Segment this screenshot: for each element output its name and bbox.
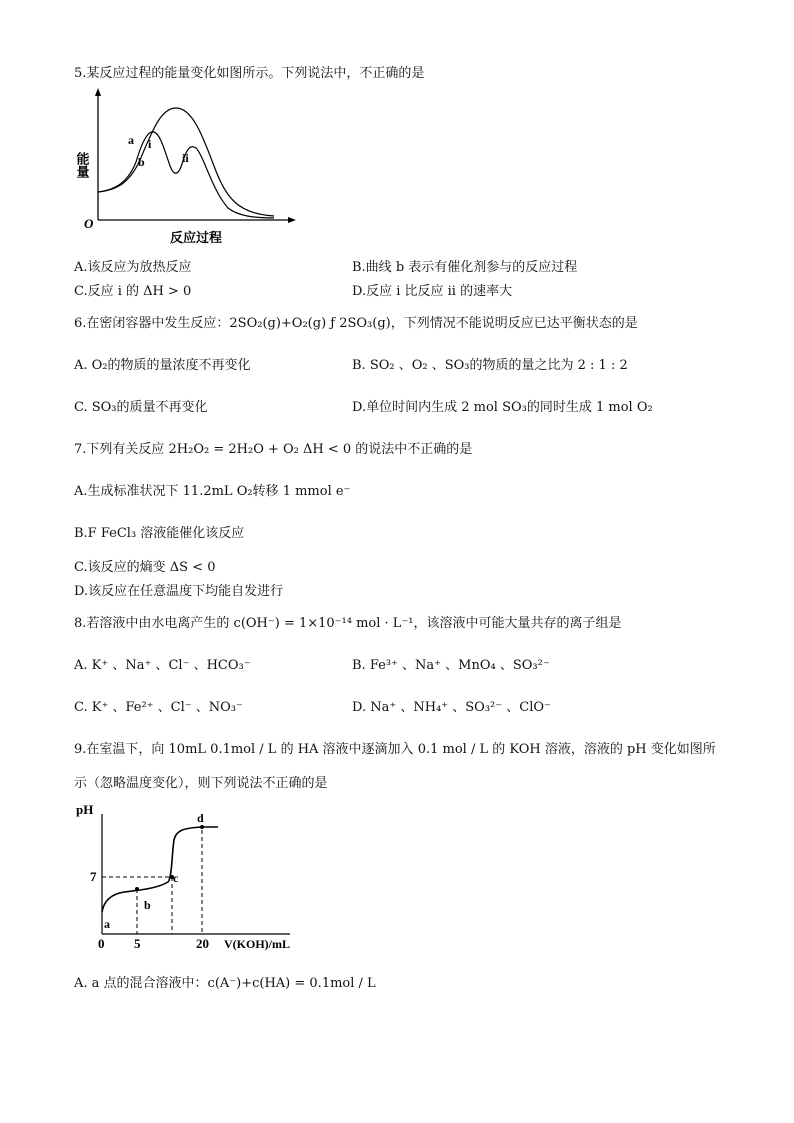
q5-y-axis-arrow <box>95 88 101 96</box>
q6-option-b: B. SO₂ 、O₂ 、SO₃的物质的量之比为 2 : 1 : 2 <box>352 358 628 373</box>
q8-stem: 8.若溶液中由水电离产生的 c(OH⁻) = 1×10⁻¹⁴ mol · L⁻¹，该溶液中可能大量共存的离子组是 <box>74 616 622 631</box>
q9-titration-curve <box>72 800 312 952</box>
q7-option-d: D.该反应在任意温度下均能自发进行 <box>74 584 284 599</box>
q5-label-i: i <box>148 137 152 151</box>
q9-label-b: b <box>144 898 151 912</box>
q5-label-ii: ii <box>182 151 189 165</box>
q6-option-a: A. O₂的物质的量浓度不再变化 <box>74 358 251 373</box>
q6-option-c: C. SO₃的质量不再变化 <box>74 400 208 415</box>
q5-x-axis-arrow <box>288 217 296 223</box>
q5-option-c: C.反应 i 的 ΔH > 0 <box>74 284 192 299</box>
q5-label-a: a <box>128 133 134 147</box>
q9-point-b <box>135 887 139 891</box>
q5-origin-label: O <box>84 216 94 231</box>
q8-option-c: C. K⁺ 、Fe²⁺ 、Cl⁻ 、NO₃⁻ <box>74 700 243 715</box>
q7-option-a: A.生成标准状况下 11.2mL O₂转移 1 mmol e⁻ <box>74 484 351 499</box>
q5-option-d: D.反应 i 比反应 ii 的速率大 <box>352 284 513 299</box>
q5-stem: 5.某反应过程的能量变化如图所示。下列说法中，不正确的是 <box>74 66 425 81</box>
q9-label-d: d <box>197 811 204 825</box>
q7-option-c: C.该反应的熵变 ΔS < 0 <box>74 560 216 575</box>
q5-energy-diagram <box>74 86 300 246</box>
q9-y-tick-7: 7 <box>90 869 97 884</box>
q7-option-b: B.F FeCl₃ 溶液能催化该反应 <box>74 526 245 541</box>
q9-point-d <box>200 825 204 829</box>
q5-y-label: 能量 <box>74 152 90 178</box>
q6-stem: 6.在密闭容器中发生反应：2SO₂(g)+O₂(g) ƒ 2SO₃(g)，下列情况不能说明反应已达平衡状态的是 <box>74 316 638 331</box>
q9-x-tick-0: 0 <box>98 936 105 951</box>
q8-option-d: D. Na⁺ 、NH₄⁺ 、SO₃²⁻ 、ClO⁻ <box>352 700 551 715</box>
q9-stem-line1: 9.在室温下，向 10mL 0.1mol / L 的 HA 溶液中逐滴加入 0.1 mol / L 的 KOH 溶液，溶液的 pH 变化如图所 <box>74 742 716 757</box>
q9-x-label: V(KOH)/mL <box>224 937 290 951</box>
q5-x-label: 反应过程 <box>170 230 223 245</box>
q9-y-label: pH <box>76 802 94 817</box>
q9-stem-line2: 示（忽略温度变化），则下列说法不正确的是 <box>74 776 328 791</box>
q5-label-b: b <box>138 155 145 169</box>
q9-ph-curve <box>102 827 218 912</box>
q9-label-c: c <box>173 871 179 885</box>
q7-stem: 7.下列有关反应 2H₂O₂ = 2H₂O + O₂ ΔH < 0 的说法中不正确的是 <box>74 442 473 457</box>
q6-option-d: D.单位时间内生成 2 mol SO₃的同时生成 1 mol O₂ <box>352 400 653 415</box>
q9-x-tick-5: 5 <box>134 936 141 951</box>
q5-option-a: A.该反应为放热反应 <box>74 260 192 275</box>
q5-curve-b <box>98 132 274 218</box>
q9-option-a: A. a 点的混合溶液中：c(A⁻)+c(HA) = 0.1mol / L <box>74 976 376 991</box>
q8-option-b: B. Fe³⁺ 、Na⁺ 、MnO₄ 、SO₃²⁻ <box>352 658 550 673</box>
q5-option-b: B.曲线 b 表示有催化剂参与的反应过程 <box>352 260 578 275</box>
q9-x-tick-20: 20 <box>196 936 209 951</box>
q9-label-a: a <box>104 917 110 931</box>
q8-option-a: A. K⁺ 、Na⁺ 、Cl⁻ 、HCO₃⁻ <box>74 658 251 673</box>
